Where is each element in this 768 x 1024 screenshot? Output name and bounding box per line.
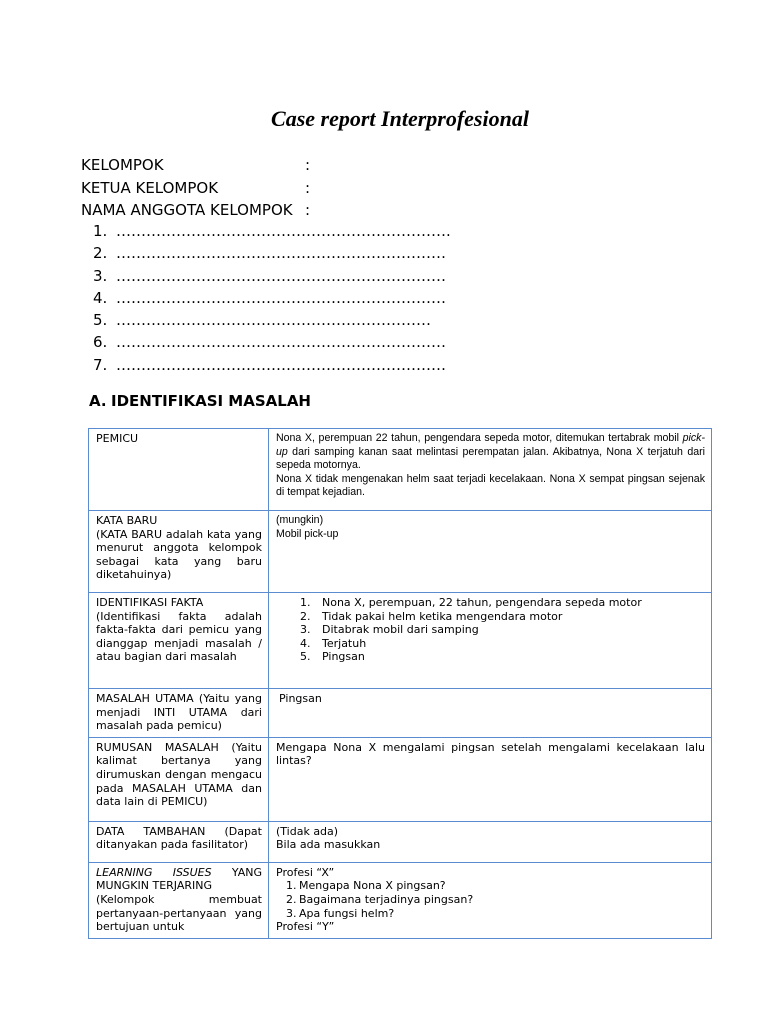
list-text: Tidak pakai helm ketika mengendara motor xyxy=(322,609,563,623)
learning-issues-italic: LEARNING ISSUES xyxy=(96,865,212,879)
member-number: 7. xyxy=(93,355,108,374)
member-blank: ………………………………………………………… xyxy=(116,266,446,285)
list-number: 2. xyxy=(286,892,297,906)
pemicu-text: dari samping kanan saat melintasi perempatan jalan. Akibatnya, Nona X terjatuh dari sepeda motornya. xyxy=(276,445,705,472)
pemicu-paragraph-1 xyxy=(276,432,705,473)
document-title: Case report Interprofesional xyxy=(271,106,529,131)
member-blank: …………………………………………………………. xyxy=(116,222,451,240)
profesi-y-heading: Profesi “Y” xyxy=(276,920,335,934)
masalah-utama-text: Pingsan xyxy=(279,692,322,705)
identification-table xyxy=(88,428,712,939)
fakta-cell xyxy=(89,593,269,689)
list-item xyxy=(276,623,705,637)
kata-baru-label: KATA BARU xyxy=(96,514,158,527)
learning-issues-value xyxy=(269,862,712,938)
info-label: KELOMPOK xyxy=(81,156,164,174)
list-item xyxy=(276,907,705,921)
table-row-masalah-utama xyxy=(89,689,712,738)
list-text: Nona X, perempuan, 22 tahun, pengendara sepeda motor xyxy=(322,596,642,609)
info-row-ketua xyxy=(81,177,311,200)
masalah-utama-label: MASALAH UTAMA (Yaitu yang menjadi INTI UTAMA dari masalah pada pemicu) xyxy=(89,689,269,738)
learning-issues-text: YANG MUNGKIN TERJARING xyxy=(96,865,262,893)
list-item xyxy=(276,879,705,893)
learning-issues-desc: (Kelompok membuat pertanyaan-pertanyaan yang bertujuan untuk xyxy=(96,892,262,934)
member-blank: ………………………………………………………… xyxy=(116,355,446,374)
table-row-learning-issues xyxy=(89,862,712,938)
fakta-label: IDENTIFIKASI FAKTA xyxy=(96,596,204,609)
member-line xyxy=(93,220,451,242)
member-number: 3. xyxy=(93,266,108,285)
member-blank: ………………………………………………………… xyxy=(116,288,446,307)
list-number: 5. xyxy=(300,650,311,664)
data-tambahan-line: (Tidak ada) xyxy=(276,824,339,838)
member-number: 4. xyxy=(93,288,108,307)
member-number: 1. xyxy=(93,222,108,240)
member-blank: ………………………………………………………… xyxy=(116,244,446,263)
info-label: KETUA KELOMPOK xyxy=(81,178,219,197)
section-heading xyxy=(89,392,311,410)
kata-baru-cell xyxy=(89,511,269,593)
list-item xyxy=(276,650,705,664)
list-item xyxy=(276,893,705,907)
group-info xyxy=(81,154,311,222)
data-tambahan-value xyxy=(269,821,712,862)
rumusan-label: RUMUSAN MASALAH (Yaitu kalimat bertanya yang dirumuskan dengan mengacu pada MASALAH UTAMA dan data lain di PEMICU) xyxy=(89,737,269,821)
table-row-fakta xyxy=(89,593,712,689)
table-row-kata-baru xyxy=(89,511,712,593)
section-letter: A. xyxy=(89,392,107,410)
pemicu-text: Nona X, perempuan 22 tahun, pengendara sepeda motor, ditemukan tertabrak mobil xyxy=(276,432,683,444)
data-tambahan-line: Bila ada masukkan xyxy=(276,838,381,852)
member-line xyxy=(93,265,451,287)
fakta-desc: (Identifikasi fakta adalah fakta-fakta dari pemicu yang dianggap menjadi masalah / atau bagian dari masalah xyxy=(96,609,262,664)
info-colon: : xyxy=(305,201,311,219)
list-number: 4. xyxy=(300,636,311,650)
fakta-list-cell xyxy=(269,593,712,689)
data-tambahan-label: DATA TAMBAHAN (Dapat ditanyakan pada fasilitator) xyxy=(89,821,269,862)
table-row-rumusan xyxy=(89,737,712,821)
learning-issues-cell xyxy=(89,862,269,938)
list-number: 1. xyxy=(286,879,297,893)
list-text: Ditabrak mobil dari samping xyxy=(322,623,479,637)
member-list xyxy=(93,220,451,376)
member-line xyxy=(93,242,451,264)
masalah-utama-value xyxy=(269,689,712,738)
list-text: Terjatuh xyxy=(322,636,367,650)
member-number: 5. xyxy=(93,311,108,330)
info-row-kelompok xyxy=(81,154,311,177)
member-number: 2. xyxy=(93,244,108,263)
list-number: 1. xyxy=(300,596,311,609)
list-text: Apa fungsi helm? xyxy=(299,906,395,920)
member-line xyxy=(93,309,451,331)
section-title: IDENTIFIKASI MASALAH xyxy=(111,392,311,410)
info-row-anggota xyxy=(81,199,311,222)
list-number: 3. xyxy=(300,623,311,637)
profesi-x-heading: Profesi “X” xyxy=(276,865,335,879)
list-text: Bagaimana terjadinya pingsan? xyxy=(299,892,474,906)
list-text: Mengapa Nona X pingsan? xyxy=(299,879,446,893)
list-item xyxy=(276,596,705,610)
info-colon: : xyxy=(305,178,311,197)
pemicu-paragraph-2: Nona X tidak mengenakan helm saat terjadi kecelakaan. Nona X sempat pingsan sejenak di tempat kejadian. xyxy=(276,472,705,499)
pemicu-cell xyxy=(269,429,712,511)
learning-issues-label xyxy=(96,866,262,893)
member-number: 6. xyxy=(93,333,108,352)
member-line xyxy=(93,287,451,309)
member-blank: ………………………………………………………… xyxy=(116,333,446,352)
list-number: 3. xyxy=(286,906,297,920)
fakta-list xyxy=(276,596,705,664)
kata-baru-desc: (KATA BARU adalah kata yang menurut anggota kelompok sebagai kata yang baru diketahuinya) xyxy=(96,527,262,582)
kata-baru-value xyxy=(269,511,712,593)
kata-baru-note: (mungkin) xyxy=(276,514,324,526)
member-blank: ……………………………………………………… xyxy=(116,311,431,330)
info-label: NAMA ANGGOTA KELOMPOK xyxy=(81,201,293,219)
learning-issues-list xyxy=(276,879,705,920)
kata-baru-word: Mobil pick-up xyxy=(276,527,339,540)
info-colon: : xyxy=(305,156,311,174)
list-text: Pingsan xyxy=(322,650,365,664)
rumusan-value: Mengapa Nona X mengalami pingsan setelah mengalami kecelakaan lalu lintas? xyxy=(269,737,712,821)
table-row-pemicu xyxy=(89,429,712,511)
table-row-data-tambahan xyxy=(89,821,712,862)
member-line xyxy=(93,354,451,376)
pemicu-italic: pick-up xyxy=(276,432,705,458)
list-number: 2. xyxy=(300,609,311,623)
list-item xyxy=(276,637,705,651)
list-item xyxy=(276,610,705,624)
pemicu-label: PEMICU xyxy=(89,429,269,511)
member-line xyxy=(93,331,451,353)
